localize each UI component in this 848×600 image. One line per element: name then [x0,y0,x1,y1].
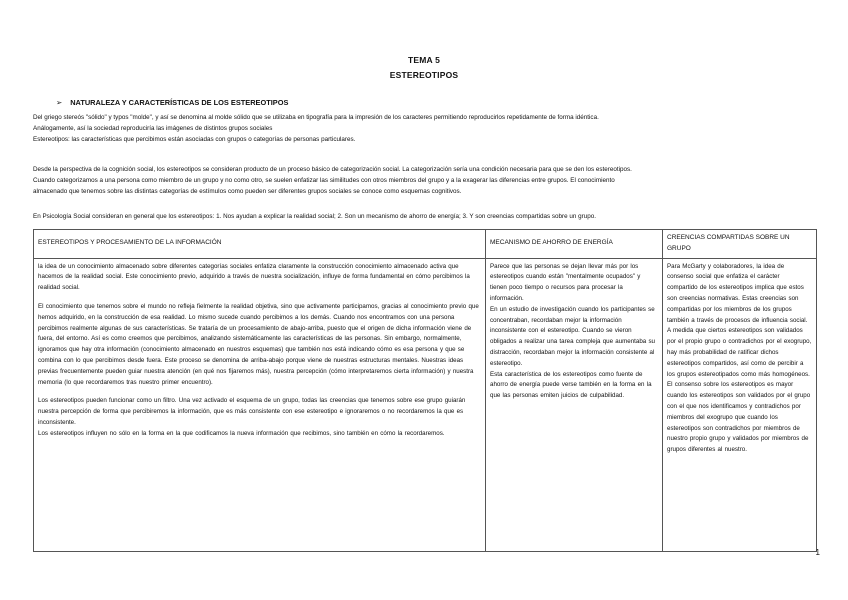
arrow-bullet-icon: ➢ [56,98,63,107]
summary-line: En Psicología Social consideran en general que los estereotipos: 1. Nos ayudan a explicar la realidad social; 2. Son un mecanismo de ahorro de energía; 3. Y son creencias compartidas sobre un grupo. [33,213,596,220]
cell-creencias [663,258,817,551]
cell-paragraph: Esta característica de los estereotipos como fuente de ahorro de energía puede verse también en la forma en la que las personas emiten juicios de culpabilidad. [490,370,652,400]
header-ahorro-energia: MECANISMO DE AHORRO DE ENERGÍA [486,230,663,259]
cognition-line: almacenado que tenemos sobre las distintas categorías de estímulos como pueden ser diferentes grupos sociales se conoce como esquemas cognitivos. [33,188,462,195]
cell-paragraph: Los estereotipos pueden funcionar como un filtro. Una vez activado el esquema de un grupo, todas las creencias que tenemos sobre ese grupo guiarán nuestra percepción de forma que percibiremos la información, que es más consistente con ese estereotipo e ignoraremos o no recordaremos la que es inconsistente. [38,397,466,426]
table-header-row [34,230,817,259]
header-creencias: CREENCIAS COMPARTIDAS SOBRE UN GRUPO [663,230,817,259]
cognition-line: Desde la perspectiva de la cognición social, los estereotipos se consideran producto de un proceso básico de categorización social. La categorización sería una condición necesaria para que se den los estereotipos. [33,166,632,173]
page-number: 1 [815,548,820,557]
doc-title: TEMA 5 [407,55,441,65]
intro-line: Estereotipos: las características que percibimos están asociadas con grupos o categorías de personas particulares. [33,136,356,143]
cell-paragraph: En un estudio de investigación cuando los participantes se concentraban, recordaban mejor la información inconsistente con el estereotipo. Cuando se vieron obligados a realizar una tarea compleja que aumentaba su distracción, recordaban mejor la información consistente al estereotipo. [490,305,655,367]
cognition-paragraph [33,164,823,197]
table-row [34,258,817,551]
intro-paragraph [33,112,823,145]
cell-paragraph: Los estereotipos influyen no sólo en la forma en la que codificamos la nueva información que recibimos, sino también en cómo la recordaremos. [38,429,445,437]
cognition-line: Cuando categorizamos a una persona como miembro de un grupo y no como otro, se suelen enfatizar las similitudes con otros miembros del grupo y a la exagerar las diferencias entre grupos. El conocimiento [33,177,615,184]
header-procesamiento: ESTEREOTIPOS Y PROCESAMIENTO DE LA INFORMACIÓN [34,230,486,259]
stereotypes-table [33,229,817,552]
doc-subtitle: ESTEREOTIPOS [389,70,459,80]
section-heading [56,98,288,107]
cell-paragraph: Parece que las personas se dejan llevar más por los estereotipos cuando están "mentalmente ocupados" y tienen poco tiempo o recursos para procesar la información. [490,262,641,302]
cell-ahorro-energia [486,258,663,551]
cell-paragraph: la idea de un conocimiento almacenado sobre diferentes categorías sociales enfatiza claramente la construcción conocimiento almacenado activa que hacemos de la realidad social. Este conocimiento previo, adquirido a través de nuestra socialización, influye de forma fundamental en cómo percibimos la realidad social. [38,262,470,292]
cell-procesamiento [34,258,486,551]
cell-paragraph: El conocimiento que tenemos sobre el mundo no refleja fielmente la realidad objetiva, sino que activamente participamos, gracias al conocimiento previo que hemos adquirido, en la construcción de esa realidad. Lo mismo sucede cuando percibimos a los demás. Cuando nos encontramos con una persona percibimos realmente algunas de sus características. Se trataría de un procesamiento de abajo-arriba, puesto que el origen de dicha información viene de fuera, del entorno. Así es como creemos que percibimos, analizando sistemáticamente las características de las personas. Sin embargo, normalmente, ignoramos que hay otra información (conocimiento almacenado en nuestros esquemas) que también nos está indicando cómo es esa persona y que se combina con lo que percibimos desde fuera. Este proceso se denomina de arriba-abajo porque viene de nuestras estructuras mentales. Nuestras ideas previas frecuentemente pueden guiar nuestra atención (en qué nos fijaremos más), nuestra percepción (cómo interpretaremos cierta información) y nuestra memoria (lo que recordaremos tras nuestro primer encuentro). [38,302,479,386]
intro-line: Análogamente, así la sociedad reproduciría las imágenes de distintos grupos sociales [33,125,273,132]
intro-line: Del griego stereós "sólido" y typos "molde", y así se denomina al molde sólido que se utilizaba en tipografía para la impresión de los caracteres permitiendo reproducirlos repetidamente de forma idéntica. [33,114,599,121]
section-heading-text: NATURALEZA Y CARACTERÍSTICAS DE LOS ESTEREOTIPOS [70,98,289,107]
cell-paragraph: Para McGarty y colaboradores, la idea de consenso social que enfatiza el carácter compartido de los estereotipos implica que estos son creencias normativas. Estas creencias son compartidas por los miembros de los grupos también a través de procesos de influencia social. A medida que ciertos estereotipos son validados por el propio grupo o contradichos por el exogrupo, hay más probabilidad de ratificar dichos estereotipos compartidos, así como de percibir a los grupos estereotipados como más homogéneos. El consenso sobre los estereotipos es mayor cuando los estereotipos son validados por el grupo con el que nos identificamos y contradichos por miembros del exogrupo que cuando los estereotipos son contradichos por miembros de nuestro propio grupo y validados por miembros de grupos diferentes al nuestro. [667,262,812,454]
